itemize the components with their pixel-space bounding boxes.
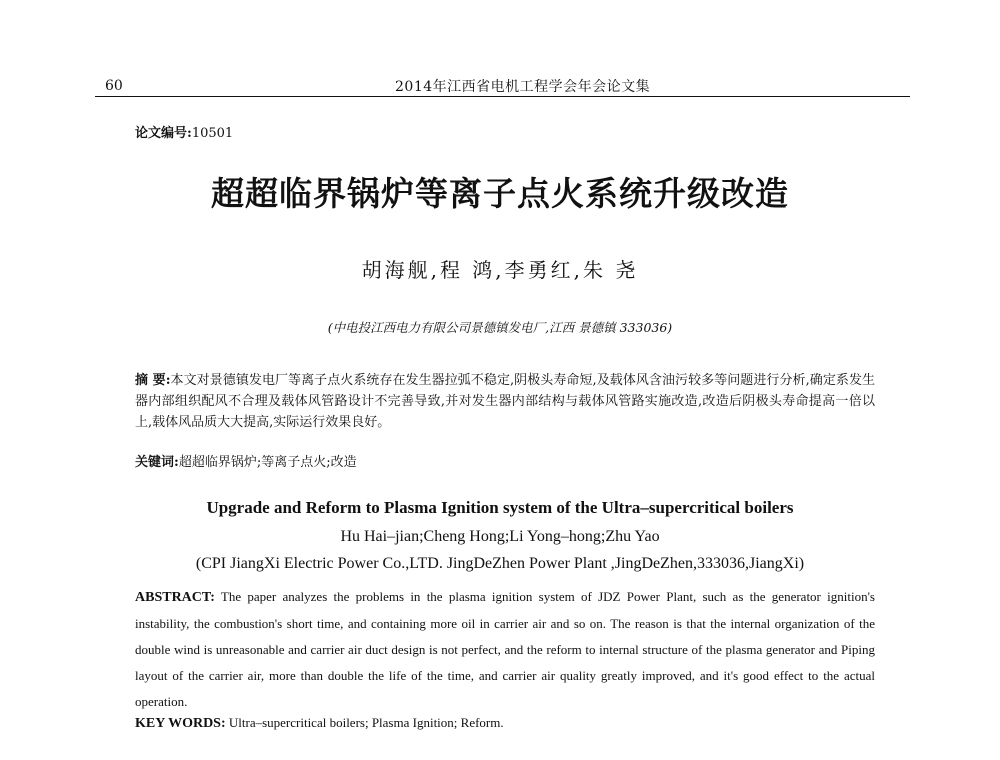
keywords-en-text: Ultra–supercritical boilers; Plasma Ignition; Reform. <box>228 715 504 730</box>
abstract-en-label: ABSTRACT: <box>135 590 215 605</box>
page-number: 60 <box>105 78 123 94</box>
keywords-cn-text: 超超临界锅炉;等离子点火;改造 <box>178 455 357 470</box>
abstract-cn-label: 摘 要: <box>135 373 171 388</box>
keywords-en-label: KEY WORDS: <box>135 716 226 731</box>
affiliation-cn: (中电投江西电力有限公司景德镇发电厂,江西 景德镇 333036) <box>327 320 673 335</box>
article-id-value: 10501 <box>191 126 234 141</box>
running-header <box>95 72 910 98</box>
article-id <box>135 122 233 141</box>
keywords-cn <box>135 452 875 473</box>
paper-title-cn: 超超临界锅炉等离子点火系统升级改造 <box>211 174 789 213</box>
abstract-en-text: The paper analyzes the problems in the plasma ignition system of JDZ Power Plant, such as the generator ignition's instability, the combustion's short time, and containing more oil in carrier air and so on. The reason is that the internal organization of the double wind is unreasonable and carrier air duct design is not perfect, and the reform to internal structure of the plasma generator and Piping layout of the carrier air, more than double the life of the time, and carrier air quality greatly improved, and it's good effect to the actual operation. <box>135 589 875 709</box>
keywords-cn-label: 关键词: <box>135 455 179 470</box>
affiliation-en: (CPI JiangXi Electric Power Co.,LTD. JingDeZhen Power Plant ,JingDeZhen,333036,JiangXi) <box>195 555 805 572</box>
abstract-cn <box>135 370 875 433</box>
paper-title-en: Upgrade and Reform to Plasma Ignition system of the Ultra–supercritical boilers <box>206 498 794 517</box>
header-rule <box>95 96 910 97</box>
authors-en: Hu Hai–jian;Cheng Hong;Li Yong–hong;Zhu Yao <box>340 528 660 545</box>
abstract-en <box>135 584 875 715</box>
article-id-label: 论文编号: <box>135 126 192 141</box>
abstract-cn-text: 本文对景德镇发电厂等离子点火系统存在发生器拉弧不稳定,阴极头寿命短,及载体风含油污较多等问题进行分析,确定系发生器内部组织配风不合理及载体风管路设计不完善导致,并对发生器内部结构与载体风管路实施改造,改造后阴极头寿命提高一倍以上,载体风品质大大提高,实际运行效果良好。 <box>135 373 875 430</box>
running-title: 2014年江西省电机工程学会年会论文集 <box>395 79 651 95</box>
keywords-en <box>135 712 875 735</box>
authors-cn: 胡海舰,程 鸿,李勇红,朱 尧 <box>361 258 639 282</box>
